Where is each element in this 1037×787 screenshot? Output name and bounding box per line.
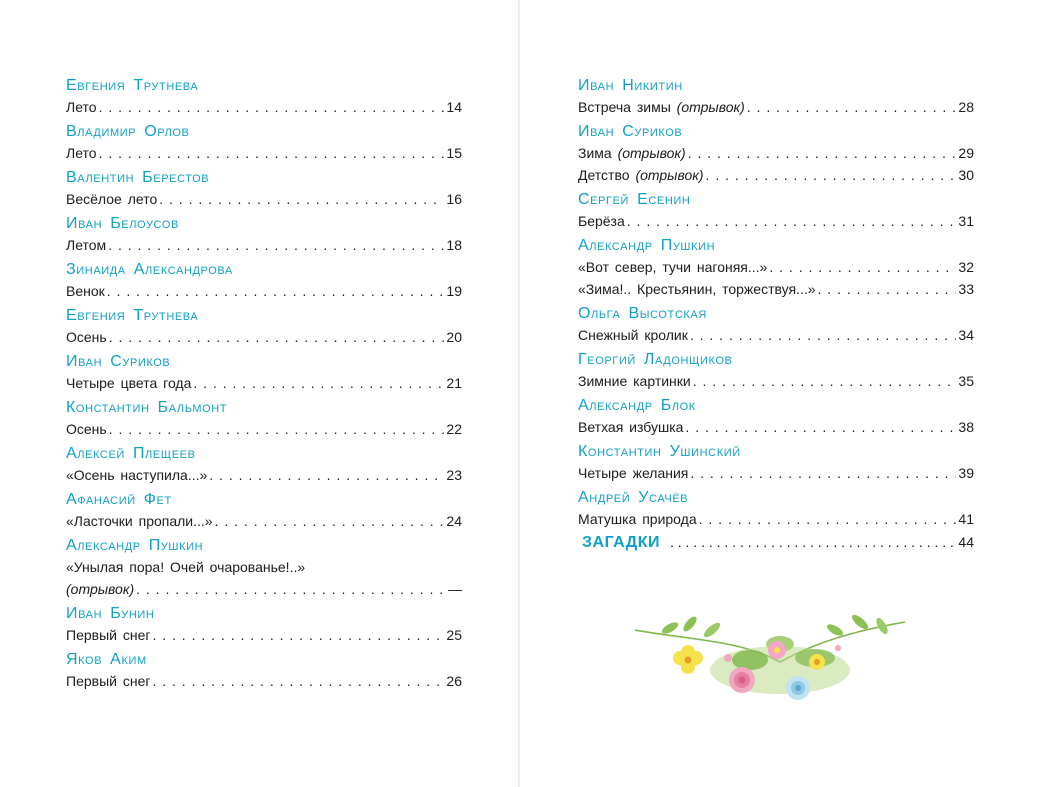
toc-entry-title: Венок bbox=[66, 283, 105, 299]
toc-entry[interactable] bbox=[578, 508, 974, 530]
toc-author-name: Ольга Высотская bbox=[578, 305, 707, 322]
toc-entry-note: (отрывок) bbox=[635, 167, 704, 183]
toc-author-name: Зинаида Александрова bbox=[66, 261, 233, 278]
toc-entry[interactable] bbox=[578, 324, 974, 346]
toc-page-number: 33 bbox=[958, 281, 974, 297]
toc-entry[interactable] bbox=[66, 464, 462, 486]
toc-entry-title: Первый снег bbox=[66, 673, 151, 689]
toc-page-number: 38 bbox=[958, 419, 974, 435]
dot-leader bbox=[627, 210, 957, 232]
dot-leader bbox=[215, 510, 445, 532]
pink-flower-icon bbox=[768, 641, 786, 659]
toc-entry[interactable] bbox=[66, 188, 462, 210]
dot-leader bbox=[152, 670, 444, 692]
toc-entry[interactable] bbox=[66, 510, 462, 532]
riddles-title: ЗАГАДКИ bbox=[582, 534, 660, 551]
toc-entry[interactable] bbox=[578, 416, 974, 438]
toc-right-list bbox=[578, 76, 974, 530]
toc-entry-title: Осень bbox=[66, 329, 107, 345]
toc-entry-note: (отрывок) bbox=[676, 99, 745, 115]
toc-author-name: Валентин Берестов bbox=[66, 169, 210, 186]
toc-riddles-entry[interactable] bbox=[578, 534, 974, 552]
toc-page-number: 26 bbox=[446, 673, 462, 689]
toc-author-name: Георгий Ладонщиков bbox=[578, 351, 733, 368]
toc-entry-title: «Ласточки пропали...» bbox=[66, 513, 213, 529]
dot-leader bbox=[688, 142, 957, 164]
toc-entry[interactable] bbox=[66, 96, 462, 118]
toc-entry-title: Берёза bbox=[578, 213, 625, 229]
toc-entry-title: Зима bbox=[578, 145, 612, 161]
toc-entry[interactable] bbox=[66, 624, 462, 646]
dot-leader bbox=[690, 324, 957, 346]
toc-page-number: 15 bbox=[446, 145, 462, 161]
toc-entry-note: (отрывок) bbox=[66, 581, 135, 597]
dot-leader bbox=[699, 508, 957, 530]
toc-page-number: 41 bbox=[958, 511, 974, 527]
toc-entry[interactable] bbox=[578, 210, 974, 232]
floral-wreath-illustration bbox=[630, 600, 910, 710]
toc-author-name: Владимир Орлов bbox=[66, 123, 190, 140]
dot-leader bbox=[136, 578, 446, 600]
dot-leader bbox=[107, 280, 445, 302]
rose-icon bbox=[729, 667, 755, 693]
dot-leader bbox=[706, 164, 957, 186]
toc-entry[interactable] bbox=[578, 278, 974, 300]
dot-leader bbox=[693, 370, 957, 392]
toc-page-number: 39 bbox=[958, 465, 974, 481]
toc-entry[interactable] bbox=[578, 142, 974, 164]
toc-page-number: — bbox=[448, 581, 462, 597]
dot-leader bbox=[193, 372, 444, 394]
toc-entry-title: Детство bbox=[578, 167, 630, 183]
toc-entry[interactable] bbox=[66, 556, 462, 600]
toc-entry[interactable] bbox=[578, 256, 974, 278]
yellow-flower-icon bbox=[809, 654, 825, 670]
toc-entry-title: Матушка природа bbox=[578, 511, 697, 527]
flower-icon bbox=[673, 645, 703, 674]
toc-entry[interactable] bbox=[66, 234, 462, 256]
toc-entry-title: Весёлое лето bbox=[66, 191, 158, 207]
toc-author-name: Иван Никитин bbox=[578, 77, 683, 94]
toc-page-number: 22 bbox=[446, 421, 462, 437]
dot-leader bbox=[690, 462, 956, 484]
toc-author-name: Андрей Усачёв bbox=[578, 489, 689, 506]
toc-entry-title: Снежный кролик bbox=[578, 327, 688, 343]
toc-page-number: 19 bbox=[446, 283, 462, 299]
toc-entry-title: Лето bbox=[66, 145, 97, 161]
toc-page-number: 20 bbox=[446, 329, 462, 345]
page-gutter bbox=[518, 0, 520, 787]
toc-entry[interactable] bbox=[578, 164, 974, 186]
toc-page-number: 14 bbox=[446, 99, 462, 115]
dot-leader bbox=[108, 234, 444, 256]
toc-entry-title: «Вот север, тучи нагоняя...» bbox=[578, 259, 768, 275]
toc-author-name: Иван Суриков bbox=[578, 123, 683, 140]
toc-entry-title: Летом bbox=[66, 237, 107, 253]
toc-entry-title: Первый снег bbox=[66, 627, 151, 643]
dot-leader bbox=[685, 416, 956, 438]
toc-author-name: Иван Белоусов bbox=[66, 215, 179, 232]
toc-page-number: 28 bbox=[958, 99, 974, 115]
toc-page-number: 31 bbox=[958, 213, 974, 229]
toc-page-number: 25 bbox=[446, 627, 462, 643]
riddles-page-number: 44 bbox=[958, 534, 974, 550]
blue-flower-icon bbox=[786, 676, 810, 700]
toc-author-name: Константин Бальмонт bbox=[66, 399, 228, 416]
toc-entry[interactable] bbox=[66, 326, 462, 348]
dot-leader bbox=[769, 256, 956, 278]
toc-page-number: 18 bbox=[446, 237, 462, 253]
toc-left-page bbox=[66, 76, 462, 692]
dot-leader bbox=[99, 142, 445, 164]
toc-page-number: 24 bbox=[446, 513, 462, 529]
toc-entry-note: (отрывок) bbox=[617, 145, 686, 161]
toc-entry-title: «Зима!.. Крестьянин, торжествуя...» bbox=[578, 281, 816, 297]
toc-page-number: 23 bbox=[446, 467, 462, 483]
toc-author-name: Сергей Есенин bbox=[578, 191, 691, 208]
toc-author-name: Константин Ушинский bbox=[578, 443, 741, 460]
toc-entry-title: Встреча зимы bbox=[578, 99, 671, 115]
toc-page-number: 21 bbox=[446, 375, 462, 391]
toc-entry[interactable] bbox=[578, 370, 974, 392]
toc-author-name: Яков Аким bbox=[66, 651, 147, 668]
toc-author-name: Александр Пушкин bbox=[66, 537, 204, 554]
toc-entry-title: Ветхая избушка bbox=[578, 419, 684, 435]
toc-entry[interactable] bbox=[66, 670, 462, 692]
dot-leader bbox=[818, 278, 957, 300]
toc-entry-title: Осень bbox=[66, 421, 107, 437]
toc-entry-title: Зимние картинки bbox=[578, 373, 691, 389]
toc-entry-title: Лето bbox=[66, 99, 97, 115]
toc-entry-title: «Осень наступила...» bbox=[66, 467, 208, 483]
toc-entry-title: Четыре желания bbox=[578, 465, 689, 481]
dot-leader bbox=[109, 418, 445, 440]
toc-author-name: Евгения Трутнева bbox=[66, 307, 199, 324]
toc-entry-title: «Унылая пора! Очей очарованье!..» bbox=[66, 559, 306, 575]
toc-author-name: Алексей Плещеев bbox=[66, 445, 196, 462]
toc-author-name: Евгения Трутнева bbox=[66, 77, 199, 94]
toc-entry[interactable] bbox=[66, 418, 462, 440]
toc-page-number: 32 bbox=[958, 259, 974, 275]
toc-author-name: Александр Пушкин bbox=[578, 237, 716, 254]
toc-entry-title: Четыре цвета года bbox=[66, 375, 192, 391]
toc-entry[interactable] bbox=[66, 372, 462, 394]
toc-right-page bbox=[578, 76, 974, 552]
toc-entry[interactable] bbox=[66, 142, 462, 164]
dot-leader bbox=[209, 464, 444, 486]
toc-page-number: 29 bbox=[958, 145, 974, 161]
toc-page-number: 30 bbox=[958, 167, 974, 183]
toc-entry[interactable] bbox=[66, 280, 462, 302]
toc-author-name: Иван Суриков bbox=[66, 353, 171, 370]
toc-page-number: 35 bbox=[958, 373, 974, 389]
dot-leader bbox=[670, 534, 954, 550]
toc-page-number: 16 bbox=[446, 191, 462, 207]
dot-leader bbox=[99, 96, 445, 118]
toc-author-name: Афанасий Фет bbox=[66, 491, 172, 508]
dot-leader bbox=[109, 326, 445, 348]
toc-entry[interactable] bbox=[578, 96, 974, 118]
dot-leader bbox=[152, 624, 444, 646]
dot-leader bbox=[159, 188, 444, 210]
toc-author-name: Александр Блок bbox=[578, 397, 696, 414]
dot-leader bbox=[747, 96, 957, 118]
toc-entry[interactable] bbox=[578, 462, 974, 484]
toc-page-number: 34 bbox=[958, 327, 974, 343]
toc-author-name: Иван Бунин bbox=[66, 605, 155, 622]
